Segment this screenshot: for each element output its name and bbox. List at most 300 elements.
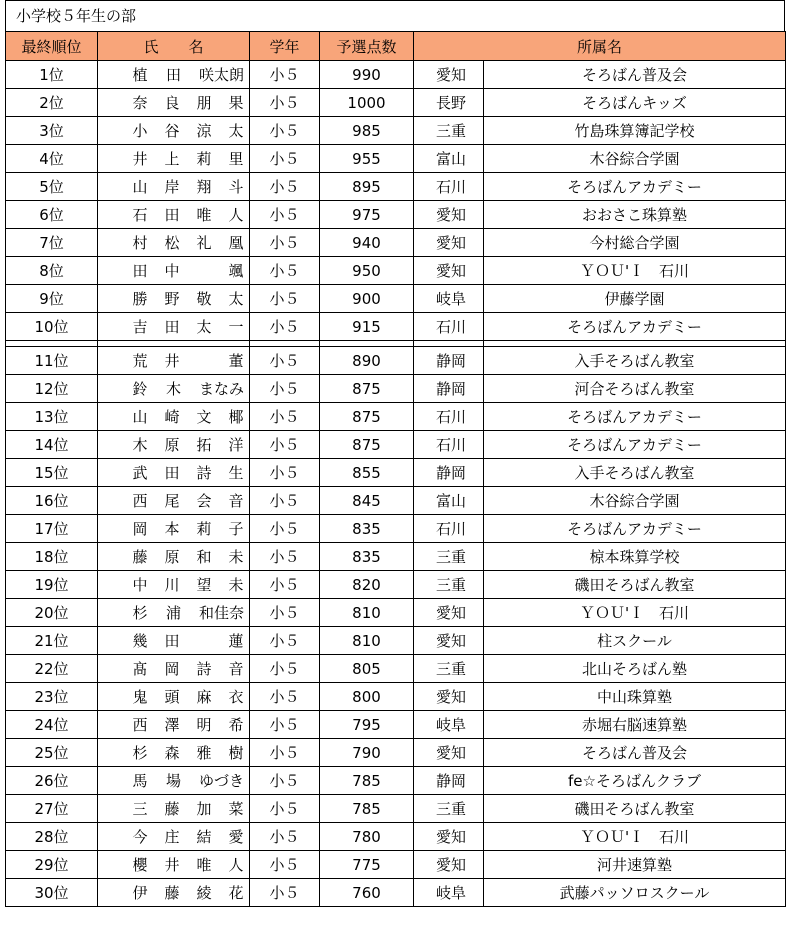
name-part: 西 (132, 492, 148, 510)
affiliation-cell: 河合そろばん教室 (484, 375, 786, 403)
affiliation-cell: そろばんキッズ (484, 89, 786, 117)
name-part (196, 630, 212, 651)
rank-cell: 30位 (6, 879, 98, 907)
table-row (6, 543, 786, 571)
name-cell (98, 257, 250, 285)
score-cell: 780 (320, 823, 414, 851)
table-row (6, 739, 786, 767)
prefecture-cell: 愛知 (414, 851, 484, 879)
score-cell: 760 (320, 879, 414, 907)
prefecture-cell: 三重 (414, 655, 484, 683)
table-row (6, 173, 786, 201)
name-part: 田 (164, 206, 180, 224)
name-part: 場 (165, 772, 181, 790)
score-cell: 820 (320, 571, 414, 599)
header-affiliation: 所属名 (414, 32, 786, 61)
name-part: 礼 (196, 234, 212, 252)
prefecture-cell: 静岡 (414, 459, 484, 487)
affiliation-cell: 武藤パッソロスクール (484, 879, 786, 907)
affiliation-cell: 河井速算塾 (484, 851, 786, 879)
name-part: 里 (228, 150, 244, 168)
grade-cell: 小５ (250, 767, 320, 795)
name-part: 翔 (196, 178, 212, 196)
affiliation-cell: そろばんアカデミー (484, 173, 786, 201)
rank-cell: 9位 (6, 285, 98, 313)
name-part: 上 (164, 150, 180, 168)
score-cell: 855 (320, 459, 414, 487)
name-part: 松 (164, 234, 180, 252)
name-part: 田 (132, 262, 148, 280)
affiliation-cell: そろばん普及会 (484, 739, 786, 767)
table-row (6, 285, 786, 313)
name-part: 崎 (164, 408, 180, 426)
header-name: 氏 名 (98, 32, 250, 61)
score-cell: 955 (320, 145, 414, 173)
name-part: 原 (164, 436, 180, 454)
name-part: 植 (132, 66, 148, 84)
affiliation-cell: そろばんアカデミー (484, 515, 786, 543)
name-part: 藤 (132, 548, 148, 566)
name-part: 山 (132, 178, 148, 196)
prefecture-cell: 石川 (414, 313, 484, 341)
score-cell: 950 (320, 257, 414, 285)
rank-cell: 26位 (6, 767, 98, 795)
name-part: 藤 (164, 884, 180, 902)
name-part: 櫻 (132, 856, 148, 874)
grade-cell: 小５ (250, 403, 320, 431)
name-part: 敬 (196, 290, 212, 308)
name-part: 木 (165, 380, 181, 398)
name-part: 杉 (132, 604, 148, 622)
score-cell: 985 (320, 117, 414, 145)
prefecture-cell: 愛知 (414, 229, 484, 257)
grade-cell: 小５ (250, 145, 320, 173)
rank-cell: 11位 (6, 347, 98, 375)
name-part: 和 (196, 548, 212, 566)
prefecture-cell: 石川 (414, 173, 484, 201)
grade-cell: 小５ (250, 851, 320, 879)
name-part: 田 (164, 632, 180, 650)
name-part: 田 (164, 464, 180, 482)
affiliation-cell: ＹＯＵ'Ｉ 石川 (484, 257, 786, 285)
prefecture-cell: 岐阜 (414, 879, 484, 907)
name-part: 岡 (164, 660, 180, 678)
name-part: 良 (164, 94, 180, 112)
name-part: 西 (132, 716, 148, 734)
name-cell (98, 229, 250, 257)
name-cell (98, 571, 250, 599)
prefecture-cell: 愛知 (414, 823, 484, 851)
grade-cell: 小５ (250, 599, 320, 627)
table-row (6, 515, 786, 543)
name-part: 唯 (196, 206, 212, 224)
name-part: 明 (196, 716, 212, 734)
grade-cell: 小５ (250, 375, 320, 403)
affiliation-cell: 木谷綜合学園 (484, 145, 786, 173)
name-part: 樹 (228, 744, 244, 762)
grade-cell: 小５ (250, 823, 320, 851)
affiliation-cell: おおさこ珠算塾 (484, 201, 786, 229)
grade-cell: 小５ (250, 347, 320, 375)
grade-cell: 小５ (250, 739, 320, 767)
prefecture-cell: 岐阜 (414, 711, 484, 739)
header-row (6, 32, 786, 61)
table-row (6, 117, 786, 145)
name-part: 凰 (228, 234, 244, 252)
name-part: 希 (228, 716, 244, 734)
name-part: 岸 (164, 178, 180, 196)
rank-cell: 3位 (6, 117, 98, 145)
affiliation-cell: 入手そろばん教室 (484, 459, 786, 487)
table-row (6, 375, 786, 403)
score-cell: 875 (320, 403, 414, 431)
rank-cell: 18位 (6, 543, 98, 571)
name-part: 太 (228, 290, 244, 308)
name-part: 浦 (165, 604, 181, 622)
name-cell (98, 375, 250, 403)
score-cell: 775 (320, 851, 414, 879)
name-part: 井 (164, 352, 180, 370)
grade-cell: 小５ (250, 173, 320, 201)
name-part: 朋 (196, 94, 212, 112)
name-part: 望 (196, 576, 212, 594)
prefecture-cell: 愛知 (414, 683, 484, 711)
table-row (6, 851, 786, 879)
rank-cell: 29位 (6, 851, 98, 879)
name-part: 谷 (164, 122, 180, 140)
prefecture-cell: 石川 (414, 403, 484, 431)
name-part: 中 (132, 576, 148, 594)
table-row (6, 201, 786, 229)
score-cell: 810 (320, 627, 414, 655)
name-part: 花 (228, 884, 244, 902)
name-part (196, 350, 212, 371)
affiliation-cell: ＹＯＵ'Ｉ 石川 (484, 823, 786, 851)
name-part: 武 (132, 464, 148, 482)
affiliation-cell: 木谷綜合学園 (484, 487, 786, 515)
name-part: 山 (132, 408, 148, 426)
name-part: 詩 (196, 660, 212, 678)
score-cell: 800 (320, 683, 414, 711)
affiliation-cell: 伊藤学園 (484, 285, 786, 313)
affiliation-cell: そろばん普及会 (484, 61, 786, 89)
prefecture-cell: 静岡 (414, 375, 484, 403)
name-part: まなみ (198, 380, 244, 398)
name-part: 結 (196, 828, 212, 846)
name-part: 和佳奈 (198, 604, 244, 622)
rank-cell: 19位 (6, 571, 98, 599)
score-cell: 990 (320, 61, 414, 89)
name-cell (98, 655, 250, 683)
prefecture-cell: 富山 (414, 487, 484, 515)
rank-cell: 25位 (6, 739, 98, 767)
affiliation-cell: 椋本珠算学校 (484, 543, 786, 571)
affiliation-cell: 今村総合学園 (484, 229, 786, 257)
prefecture-cell: 三重 (414, 117, 484, 145)
table-row (6, 627, 786, 655)
name-part: 果 (228, 94, 244, 112)
name-part: 頭 (164, 688, 180, 706)
name-part: 田 (164, 318, 180, 336)
name-part: 子 (228, 520, 244, 538)
name-part: 加 (196, 800, 212, 818)
name-part: 藤 (164, 800, 180, 818)
score-cell: 940 (320, 229, 414, 257)
sheet-title: 小学校５年生の部 (5, 0, 785, 31)
grade-cell: 小５ (250, 431, 320, 459)
rank-cell: 12位 (6, 375, 98, 403)
prefecture-cell: 愛知 (414, 257, 484, 285)
score-cell: 895 (320, 173, 414, 201)
prefecture-cell: 三重 (414, 795, 484, 823)
prefecture-cell: 静岡 (414, 347, 484, 375)
results-table (5, 31, 786, 907)
score-cell: 835 (320, 515, 414, 543)
name-part: 馬 (132, 772, 148, 790)
table-row (6, 347, 786, 375)
name-part: 三 (132, 800, 148, 818)
rank-cell: 13位 (6, 403, 98, 431)
table-row (6, 599, 786, 627)
affiliation-cell: 柱スクール (484, 627, 786, 655)
prefecture-cell: 愛知 (414, 201, 484, 229)
affiliation-cell: 磯田そろばん教室 (484, 795, 786, 823)
name-part: 奈 (132, 94, 148, 112)
name-cell (98, 627, 250, 655)
name-cell (98, 201, 250, 229)
rank-cell: 6位 (6, 201, 98, 229)
affiliation-cell: 中山珠算塾 (484, 683, 786, 711)
rank-cell: 16位 (6, 487, 98, 515)
grade-cell: 小５ (250, 459, 320, 487)
table-row (6, 313, 786, 341)
name-part: 澤 (164, 716, 180, 734)
name-part: 蓮 (228, 632, 244, 650)
name-part: 麻 (196, 688, 212, 706)
score-cell: 875 (320, 431, 414, 459)
score-cell: 805 (320, 655, 414, 683)
name-part: 涼 (196, 122, 212, 140)
affiliation-cell: 北山そろばん塾 (484, 655, 786, 683)
grade-cell: 小５ (250, 711, 320, 739)
name-cell (98, 313, 250, 341)
affiliation-cell: 竹島珠算簿記学校 (484, 117, 786, 145)
name-part: 庄 (164, 828, 180, 846)
name-cell (98, 89, 250, 117)
name-part: 音 (228, 492, 244, 510)
affiliation-cell: fe☆そろばんクラブ (484, 767, 786, 795)
name-part: 太 (228, 122, 244, 140)
header-score: 予選点数 (320, 32, 414, 61)
prefecture-cell: 石川 (414, 431, 484, 459)
score-cell: 785 (320, 767, 414, 795)
name-part: 雅 (196, 744, 212, 762)
name-part: 咲太朗 (198, 66, 244, 84)
grade-cell: 小５ (250, 487, 320, 515)
name-part: 生 (228, 464, 244, 482)
name-part: 岡 (132, 520, 148, 538)
grade-cell: 小５ (250, 257, 320, 285)
name-part: 伊 (132, 884, 148, 902)
table-row (6, 229, 786, 257)
name-part: 野 (164, 290, 180, 308)
name-part: 音 (228, 660, 244, 678)
table-row (6, 257, 786, 285)
prefecture-cell: 岐阜 (414, 285, 484, 313)
prefecture-cell: 長野 (414, 89, 484, 117)
name-part: 文 (196, 408, 212, 426)
name-part: 荒 (132, 352, 148, 370)
name-part: 会 (196, 492, 212, 510)
table-row (6, 711, 786, 739)
grade-cell: 小５ (250, 229, 320, 257)
name-part: 莉 (196, 520, 212, 538)
affiliation-cell: そろばんアカデミー (484, 431, 786, 459)
name-part: 川 (164, 576, 180, 594)
name-cell (98, 285, 250, 313)
prefecture-cell: 愛知 (414, 599, 484, 627)
score-cell: 810 (320, 599, 414, 627)
grade-cell: 小５ (250, 655, 320, 683)
name-part: 太 (196, 318, 212, 336)
table-row (6, 571, 786, 599)
name-part: 唯 (196, 856, 212, 874)
rank-cell: 22位 (6, 655, 98, 683)
prefecture-cell: 富山 (414, 145, 484, 173)
table-row (6, 655, 786, 683)
grade-cell: 小５ (250, 61, 320, 89)
table-row (6, 89, 786, 117)
name-part: 椰 (228, 408, 244, 426)
table-row (6, 487, 786, 515)
table-row (6, 795, 786, 823)
rank-cell: 15位 (6, 459, 98, 487)
name-cell (98, 145, 250, 173)
table-row (6, 61, 786, 89)
name-part: 石 (132, 206, 148, 224)
name-cell (98, 403, 250, 431)
grade-cell: 小５ (250, 543, 320, 571)
name-cell (98, 823, 250, 851)
name-cell (98, 879, 250, 907)
grade-cell: 小５ (250, 627, 320, 655)
name-part: 勝 (132, 290, 148, 308)
name-cell (98, 515, 250, 543)
rank-cell: 21位 (6, 627, 98, 655)
table-row (6, 767, 786, 795)
grade-cell: 小５ (250, 285, 320, 313)
name-part: 綾 (196, 884, 212, 902)
table-row (6, 683, 786, 711)
prefecture-cell: 三重 (414, 543, 484, 571)
name-part: 未 (228, 576, 244, 594)
prefecture-cell: 愛知 (414, 627, 484, 655)
name-part: 今 (132, 828, 148, 846)
score-cell: 790 (320, 739, 414, 767)
results-body (6, 61, 786, 907)
name-cell (98, 767, 250, 795)
name-cell (98, 739, 250, 767)
name-cell (98, 599, 250, 627)
name-part: 人 (228, 856, 244, 874)
rank-cell: 5位 (6, 173, 98, 201)
name-part: 井 (164, 856, 180, 874)
name-cell (98, 795, 250, 823)
name-cell (98, 711, 250, 739)
name-part: 小 (132, 122, 148, 140)
name-part: 莉 (196, 150, 212, 168)
score-cell: 795 (320, 711, 414, 739)
name-part: 颯 (228, 262, 244, 280)
grade-cell: 小５ (250, 201, 320, 229)
table-row (6, 823, 786, 851)
table-row (6, 459, 786, 487)
name-part: 衣 (228, 688, 244, 706)
name-part: 森 (164, 744, 180, 762)
name-part: 詩 (196, 464, 212, 482)
name-part: 田 (165, 66, 181, 84)
affiliation-cell: 入手そろばん教室 (484, 347, 786, 375)
score-cell: 835 (320, 543, 414, 571)
name-cell (98, 851, 250, 879)
table-row (6, 879, 786, 907)
rank-cell: 17位 (6, 515, 98, 543)
grade-cell: 小５ (250, 117, 320, 145)
grade-cell: 小５ (250, 313, 320, 341)
name-cell (98, 543, 250, 571)
rank-cell: 8位 (6, 257, 98, 285)
rank-cell: 7位 (6, 229, 98, 257)
affiliation-cell: 赤堀右脳速算塾 (484, 711, 786, 739)
name-cell (98, 487, 250, 515)
affiliation-cell: そろばんアカデミー (484, 313, 786, 341)
grade-cell: 小５ (250, 879, 320, 907)
name-part: ゆづき (198, 772, 244, 790)
score-cell: 845 (320, 487, 414, 515)
rank-cell: 28位 (6, 823, 98, 851)
table-row (6, 145, 786, 173)
table-row (6, 431, 786, 459)
prefecture-cell: 石川 (414, 515, 484, 543)
grade-cell: 小５ (250, 683, 320, 711)
affiliation-cell: ＹＯＵ'Ｉ 石川 (484, 599, 786, 627)
name-part: 鬼 (132, 688, 148, 706)
name-part: 鈴 (132, 380, 148, 398)
grade-cell: 小５ (250, 795, 320, 823)
prefecture-cell: 愛知 (414, 61, 484, 89)
prefecture-cell: 三重 (414, 571, 484, 599)
score-cell: 900 (320, 285, 414, 313)
name-part: 髙 (132, 660, 148, 678)
results-sheet (5, 0, 785, 907)
header-rank: 最終順位 (6, 32, 98, 61)
name-part: 洋 (228, 436, 244, 454)
rank-cell: 4位 (6, 145, 98, 173)
prefecture-cell: 愛知 (414, 739, 484, 767)
grade-cell: 小５ (250, 89, 320, 117)
name-part: 未 (228, 548, 244, 566)
rank-cell: 20位 (6, 599, 98, 627)
name-part: 原 (164, 548, 180, 566)
name-cell (98, 683, 250, 711)
name-part: 本 (164, 520, 180, 538)
rank-cell: 1位 (6, 61, 98, 89)
name-part: 人 (228, 206, 244, 224)
table-row (6, 403, 786, 431)
rank-cell: 24位 (6, 711, 98, 739)
grade-cell: 小５ (250, 515, 320, 543)
rank-cell: 2位 (6, 89, 98, 117)
